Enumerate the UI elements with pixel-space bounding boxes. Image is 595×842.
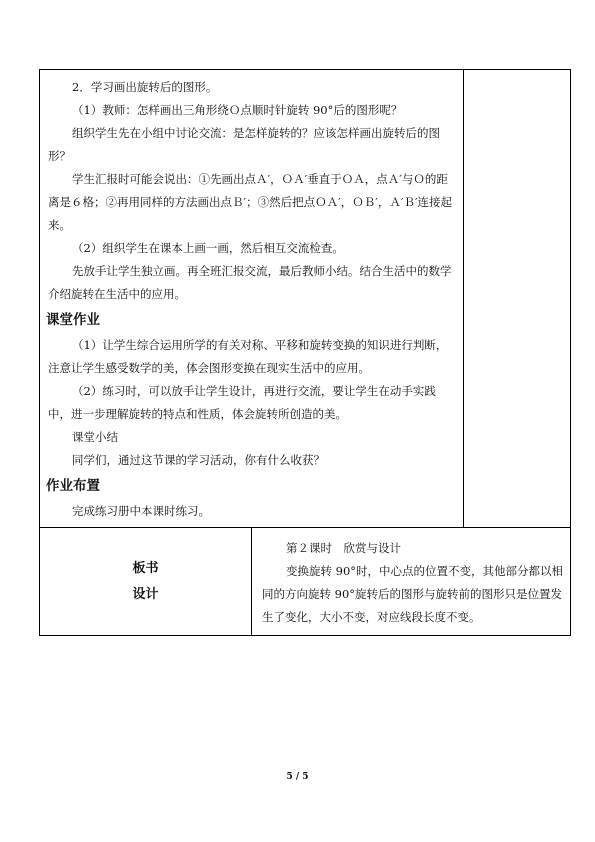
homework-text: 完成练习册中本课时练习。 [72, 504, 210, 518]
lesson-content-cell [40, 70, 464, 528]
board-label-line-1: 板书 [132, 560, 159, 576]
board-design-cell [252, 528, 571, 636]
board-design-label [40, 528, 252, 636]
draw-check: （2）组织学生在课本上画一画，然后相互交流检查。 [72, 241, 344, 255]
group-discussion: 组织学生先在小组中讨论交流：是怎样旋转的？应该怎样画出旋转后的图形？ [48, 126, 440, 163]
board-label-line-2: 设计 [132, 586, 159, 602]
classwork-item-1: （1）让学生综合运用所学的有关对称、平移和旋转变换的知识进行判断，注意让学生感受数学的美，体会图形变换在现实生活中的应用。 [48, 338, 448, 375]
teacher-summary: 先放手让学生独立画。再全班汇报交流，最后教师小结。结合生活中的数学介绍旋转在生活中的应用。 [48, 264, 452, 301]
classwork-item-2: （2）练习时，可以放手让学生设计，再进行交流，要让学生在动手实践中，进一步理解旋转的特点和性质，体会旋转所创造的美。 [48, 384, 436, 421]
homework-heading: 作业布置 [46, 478, 100, 494]
board-row [40, 528, 571, 636]
class-summary-question: 同学们，通过这节课的学习活动，你有什么收获？ [72, 453, 325, 467]
class-summary-label: 课堂小结 [72, 430, 118, 444]
step-heading: 2．学习画出旋转后的图形。 [72, 80, 218, 94]
board-text: 变换旋转 90°时，中心点的位置不变，其他部分都以相同的方向旋转 90°旋转后的图形与旋转前的图形只是位置发生了变化，大小不变，对应线段长度不变。 [262, 564, 564, 624]
classwork-heading: 课堂作业 [46, 312, 100, 328]
lesson-plan-table [39, 69, 571, 636]
teacher-question: （1）教师：怎样画出三角形绕Ｏ点顺时针旋转 90°后的图形呢？ [72, 103, 403, 117]
page-number: 5 / 5 [286, 772, 309, 782]
student-report: 学生汇报时可能会说出：①先画出点Ａ′，ＯＡ′垂直于ＯＡ，点Ａ′与Ｏ的距离是６格；②再用同样的方法画出点Ｂ′；③然后把点ＯＡ′，ＯＢ′，Ａ′Ｂ′连接起来。 [48, 172, 453, 232]
notes-column [464, 70, 571, 528]
board-title: 第２课时 欣赏与设计 [286, 541, 401, 555]
content-row [40, 70, 571, 528]
